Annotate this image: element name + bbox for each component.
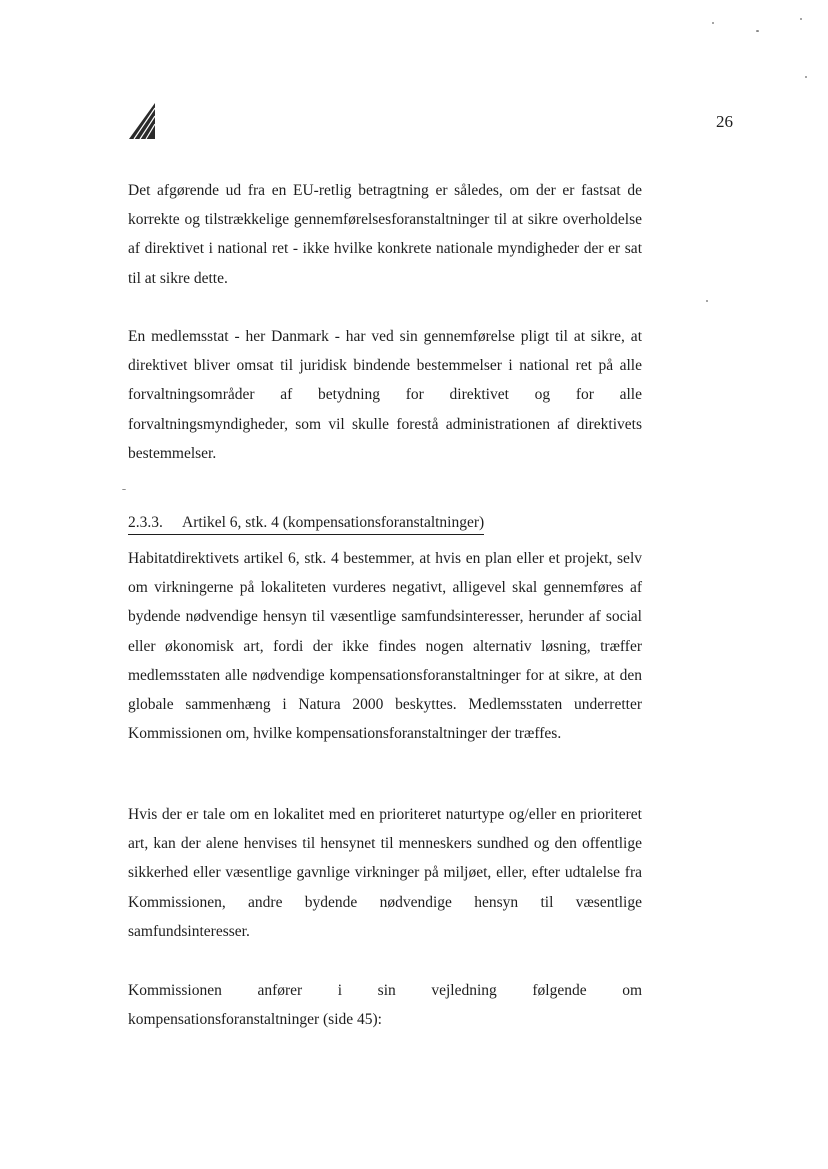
section-heading bbox=[128, 512, 484, 535]
page-number: 26 bbox=[716, 112, 733, 131]
scan-speck bbox=[756, 30, 759, 32]
paragraph-2: En medlemsstat - her Danmark - har ved sin gennemførelse pligt til at sikre, at direktivet bliver omsat til juridisk bindende bestemmelser i national ret på alle forvaltningsområder af betydning for direktivet og for alle forvaltningsmyndigheder, som vil skulle forestå administrationen af direktivets bestemmelser. bbox=[128, 328, 642, 462]
paragraph-5: Kommissionen anfører i sin vejledning følgende om kompensationsforanstaltninger (side 45): bbox=[128, 982, 642, 1029]
scan-speck bbox=[122, 489, 126, 490]
paragraph-3: Habitatdirektivets artikel 6, stk. 4 bestemmer, at hvis en plan eller et projekt, selv om virkningerne på lokaliteten vurderes negativt, alligevel skal gennemføres af bydende nødvendige hensyn til væsentlige samfundsinteresser, herunder af social eller økonomisk art, fordi der ikke findes nogen alternativ løsning, træffer medlemsstaten alle nødvendige kompensationsforanstaltninger for at sikre, at den globale sammenhæng i Natura 2000 beskyttes. Medlemsstaten underretter Kommissionen om, hvilke kompensationsforanstaltninger der træffes. bbox=[128, 550, 642, 743]
scan-speck bbox=[800, 18, 802, 20]
triangle-logo-icon bbox=[128, 102, 156, 140]
scan-speck bbox=[712, 22, 714, 24]
section-title: Artikel 6, stk. 4 (kompensationsforanstaltninger) bbox=[182, 514, 485, 531]
paragraph-1: Det afgørende ud fra en EU-retlig betragtning er således, om der er fastsat de korrekte og tilstrækkelige gennemførelsesforanstaltninger til at sikre overholdelse af direktivet i national ret - ikke hvilke konkrete nationale myndigheder der er sat til at sikre dette. bbox=[128, 182, 642, 287]
scan-speck bbox=[706, 300, 708, 302]
scan-speck bbox=[805, 76, 807, 78]
section-number: 2.3.3. bbox=[128, 514, 163, 531]
paragraph-4: Hvis der er tale om en lokalitet med en prioriteret naturtype og/eller en prioriteret art, kan der alene henvises til hensynet til menneskers sundhed og den offentlige sikkerhed eller væsentlige gavnlige virkninger på miljøet, eller, efter udtalelse fra Kommissionen, andre bydende nødvendige hensyn til væsentlige samfundsinteresser. bbox=[128, 806, 642, 940]
